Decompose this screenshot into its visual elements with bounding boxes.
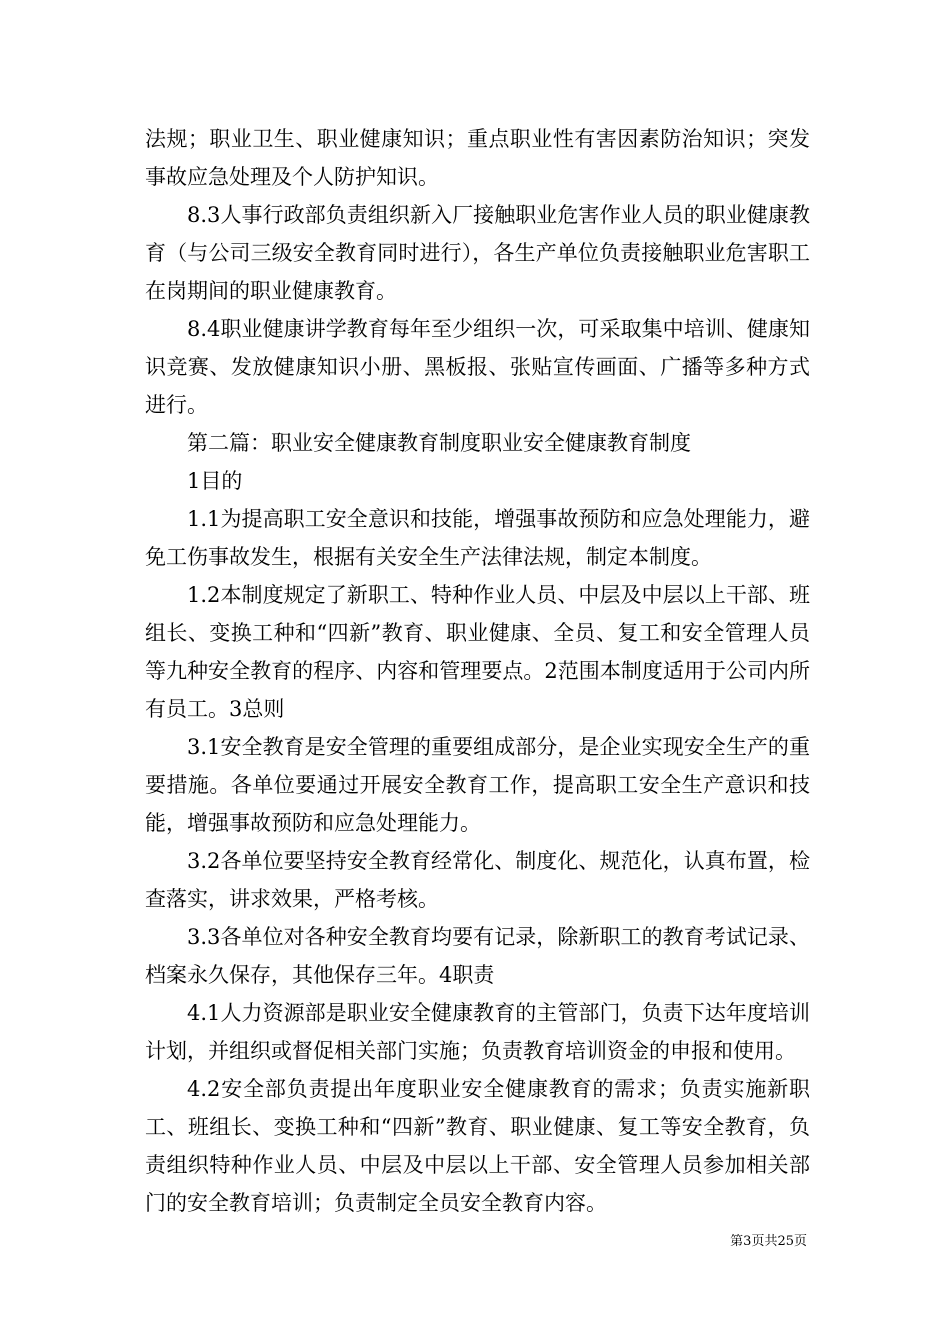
paragraph-11: 4.1人力资源部是职业安全健康教育的主管部门，负责下达年度培训计划，并组织或督促相关部门实施；负责教育培训资金的申报和使用。: [145, 1001, 810, 1063]
subheading-purpose: 1目的: [187, 469, 243, 493]
page-number: 第3页共25页: [730, 1234, 807, 1249]
paragraph-12: 4.2安全部负责提出年度职业安全健康教育的需求；负责实施新职工、班组长、变换工种和“四新”教育、职业健康、复工等安全教育，负责组织特种作业人员、中层及中层以上干部、安全管理人员参加相关部门的安全教育培训；负责制定全员安全教育内容。: [145, 1077, 810, 1215]
paragraph-10: 3.3各单位对各种安全教育均要有记录，除新职工的教育考试记录、档案永久保存，其他保存三年。4职责: [145, 925, 810, 987]
paragraph-6: 1.1为提高职工安全意识和技能，增强事故预防和应急处理能力，避免工伤事故发生，根据有关安全生产法律法规，制定本制度。: [145, 507, 810, 569]
section-heading: 第二篇：职业安全健康教育制度职业安全健康教育制度: [187, 431, 691, 455]
paragraph-9: 3.2各单位要坚持安全教育经常化、制度化、规范化，认真布置，检查落实，讲求效果，严格考核。: [145, 849, 810, 911]
paragraph-1: 法规；职业卫生、职业健康知识；重点职业性有害因素防治知识；突发事故应急处理及个人防护知识。: [145, 127, 810, 189]
paragraph-8: 3.1安全教育是安全管理的重要组成部分，是企业实现安全生产的重要措施。各单位要通过开展安全教育工作，提高职工安全生产意识和技能，增强事故预防和应急处理能力。: [145, 735, 810, 835]
paragraph-2: 8.3人事行政部负责组织新入厂接触职业危害作业人员的职业健康教育（与公司三级安全教育同时进行），各生产单位负责接触职业危害职工在岗期间的职业健康教育。: [145, 203, 810, 303]
document-body: [145, 120, 810, 1222]
paragraph-7: 1.2本制度规定了新职工、特种作业人员、中层及中层以上干部、班组长、变换工种和“四新”教育、职业健康、全员、复工和安全管理人员等九种安全教育的程序、内容和管理要点。2范围本制度适用于公司内所有员工。3总则: [145, 583, 810, 721]
paragraph-3: 8.4职业健康讲学教育每年至少组织一次，可采取集中培训、健康知识竞赛、发放健康知识小册、黑板报、张贴宣传画面、广播等多种方式进行。: [145, 317, 810, 417]
